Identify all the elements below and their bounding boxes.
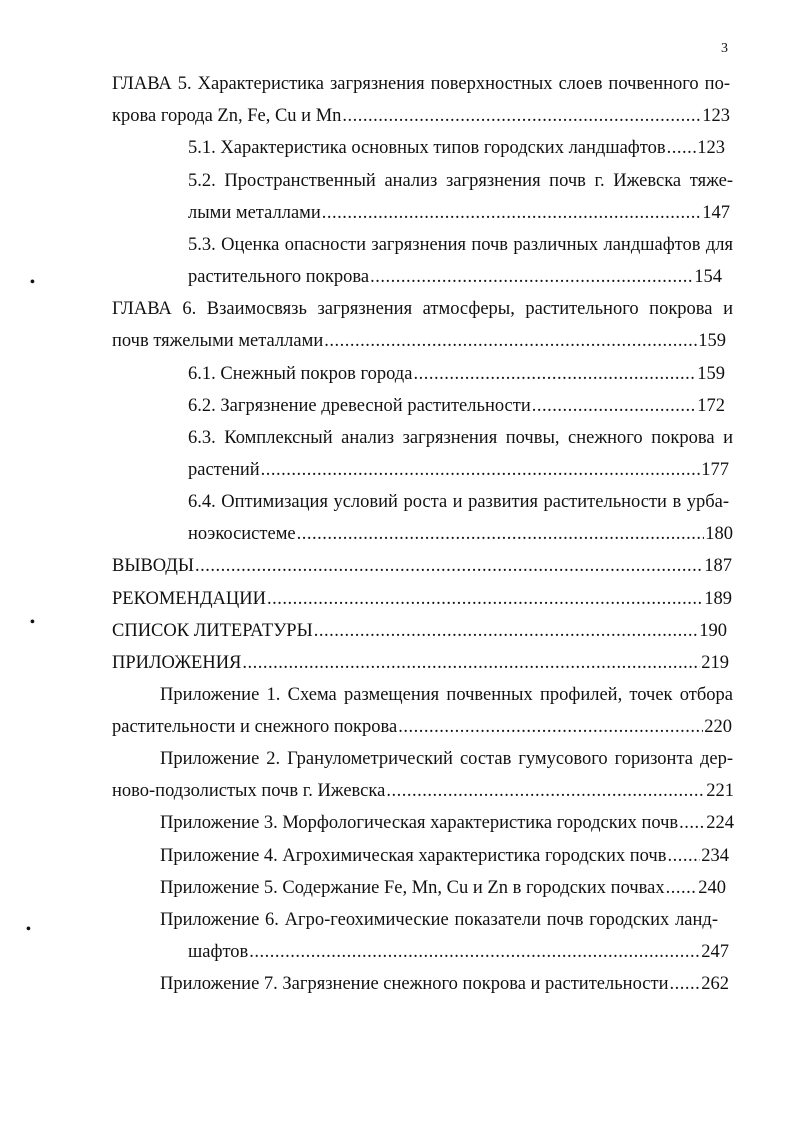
dot-leader bbox=[398, 714, 703, 740]
toc-appendix-3[interactable] bbox=[160, 810, 734, 836]
toc-appendix-6-line2[interactable] bbox=[188, 939, 729, 965]
toc-page-number: 172 bbox=[697, 396, 725, 416]
toc-section-5-3-line1: 5.3. Оценка опасности загрязнения почв различных ландшафтов для bbox=[188, 235, 733, 255]
toc-entry-title: Приложение 5. Содержание Fe, Mn, Cu и Zn в городских почвах bbox=[160, 878, 665, 898]
dot-leader bbox=[324, 328, 697, 354]
toc-recommendations[interactable] bbox=[112, 586, 732, 612]
dot-leader bbox=[267, 586, 703, 612]
dot-leader bbox=[297, 521, 705, 547]
toc-page-number: 159 bbox=[697, 364, 725, 384]
toc-page-number: 147 bbox=[702, 203, 730, 223]
toc-entry-title: растительности и снежного покрова bbox=[112, 717, 398, 737]
dot-leader bbox=[532, 393, 697, 419]
scan-speck: • bbox=[30, 615, 35, 630]
dot-leader bbox=[322, 200, 701, 226]
toc-section-5-3-line2[interactable] bbox=[188, 264, 722, 290]
dot-leader bbox=[249, 939, 700, 965]
toc-page-number: 187 bbox=[704, 556, 732, 576]
toc-page-number: 234 bbox=[701, 846, 729, 866]
toc-appendix-2-line2[interactable] bbox=[112, 778, 734, 804]
toc-entry-title: ноэкосистеме bbox=[188, 524, 296, 544]
dot-leader bbox=[261, 457, 701, 483]
dot-leader bbox=[386, 778, 705, 804]
toc-entry-title: 6.2. Загрязнение древесной растительности bbox=[188, 396, 531, 416]
scan-speck: • bbox=[30, 275, 35, 290]
dot-leader bbox=[666, 875, 698, 901]
toc-appendix-2-line1: Приложение 2. Гранулометрический состав гумусового горизонта дер- bbox=[160, 749, 733, 769]
toc-entry-title: Приложение 7. Загрязнение снежного покрова и растительности bbox=[160, 974, 669, 994]
toc-chapter-5-line1: ГЛАВА 5. Характеристика загрязнения поверхностных слоев почвенного по- bbox=[112, 74, 730, 94]
toc-page-number: 219 bbox=[701, 653, 729, 673]
toc-entry-title: крова города Zn, Fe, Cu и Mn bbox=[112, 106, 342, 126]
toc-entry-title: ПРИЛОЖЕНИЯ bbox=[112, 653, 242, 673]
toc-appendix-7[interactable] bbox=[160, 971, 729, 997]
toc-entry-title: шафтов bbox=[188, 942, 249, 962]
toc-appendix-5[interactable] bbox=[160, 875, 726, 901]
toc-page-number: 180 bbox=[705, 524, 733, 544]
toc-chapter-5-line2[interactable] bbox=[112, 103, 730, 129]
toc-entry-title: 6.1. Снежный покров города bbox=[188, 364, 413, 384]
toc-entry-title: лыми металлами bbox=[188, 203, 321, 223]
toc-page-number: 221 bbox=[706, 781, 734, 801]
toc-entry-title: почв тяжелыми металлами bbox=[112, 331, 324, 351]
toc-chapter-6-line2[interactable] bbox=[112, 328, 726, 354]
dot-leader bbox=[314, 618, 699, 644]
toc-entry-title: 5.1. Характеристика основных типов городских ландшафтов bbox=[188, 138, 666, 158]
toc-section-5-2-line1: 5.2. Пространственный анализ загрязнения почв г. Ижевска тяже- bbox=[188, 171, 733, 191]
toc-entry-title: ново-подзолистых почв г. Ижевска bbox=[112, 781, 386, 801]
toc-section-6-3-line1: 6.3. Комплексный анализ загрязнения почвы, снежного покрова и bbox=[188, 428, 733, 448]
dot-leader bbox=[342, 103, 701, 129]
scan-speck: • bbox=[26, 922, 31, 937]
toc-page-number: 224 bbox=[706, 813, 734, 833]
toc-entry-title: Приложение 4. Агрохимическая характеристика городских почв bbox=[160, 846, 667, 866]
toc-page-number: 123 bbox=[697, 138, 725, 158]
toc-section-6-4-line1: 6.4. Оптимизация условий роста и развития растительности в урба- bbox=[188, 492, 729, 512]
dot-leader bbox=[242, 650, 700, 676]
toc-entry-title: ВЫВОДЫ bbox=[112, 556, 195, 576]
toc-conclusions[interactable] bbox=[112, 553, 732, 579]
toc-entry-title: растительного покрова bbox=[188, 267, 370, 287]
toc-page-number: 123 bbox=[702, 106, 730, 126]
toc-appendix-1-line2[interactable] bbox=[112, 714, 732, 740]
toc-page-number: 189 bbox=[704, 589, 732, 609]
toc-entry-title: РЕКОМЕНДАЦИИ bbox=[112, 589, 266, 609]
toc-section-6-4-line2[interactable] bbox=[188, 521, 733, 547]
dot-leader bbox=[413, 361, 696, 387]
toc-section-5-1[interactable] bbox=[188, 135, 725, 161]
dot-leader bbox=[667, 135, 697, 161]
toc-entry-title: Приложение 3. Морфологическая характеристика городских почв bbox=[160, 813, 679, 833]
toc-page-number: 190 bbox=[699, 621, 727, 641]
toc-appendix-4[interactable] bbox=[160, 843, 729, 869]
toc-references[interactable] bbox=[112, 618, 727, 644]
toc-appendices[interactable] bbox=[112, 650, 729, 676]
toc-page-number: 247 bbox=[701, 942, 729, 962]
dot-leader bbox=[667, 843, 700, 869]
toc-page-number: 159 bbox=[698, 331, 726, 351]
toc-appendix-6-line1: Приложение 6. Агро-геохимические показатели почв городских ланд- bbox=[160, 910, 718, 930]
toc-chapter-6-line1: ГЛАВА 6. Взаимосвязь загрязнения атмосферы, растительного покрова и bbox=[112, 299, 733, 319]
toc-page-number: 240 bbox=[698, 878, 726, 898]
toc-section-6-1[interactable] bbox=[188, 361, 725, 387]
dot-leader bbox=[679, 810, 705, 836]
toc-section-5-2-line2[interactable] bbox=[188, 200, 730, 226]
page-number: 3 bbox=[721, 41, 728, 56]
toc-section-6-3-line2[interactable] bbox=[188, 457, 729, 483]
toc-page-number: 177 bbox=[701, 460, 729, 480]
toc-entry-title: растений bbox=[188, 460, 260, 480]
toc-section-6-2[interactable] bbox=[188, 393, 725, 419]
dot-leader bbox=[669, 971, 700, 997]
toc-page-number: 220 bbox=[704, 717, 732, 737]
dot-leader bbox=[195, 553, 703, 579]
toc-entry-title: СПИСОК ЛИТЕРАТУРЫ bbox=[112, 621, 313, 641]
toc-page-number: 154 bbox=[694, 267, 722, 287]
toc-page-number: 262 bbox=[701, 974, 729, 994]
dot-leader bbox=[370, 264, 693, 290]
toc-appendix-1-line1: Приложение 1. Схема размещения почвенных профилей, точек отбора bbox=[160, 685, 733, 705]
